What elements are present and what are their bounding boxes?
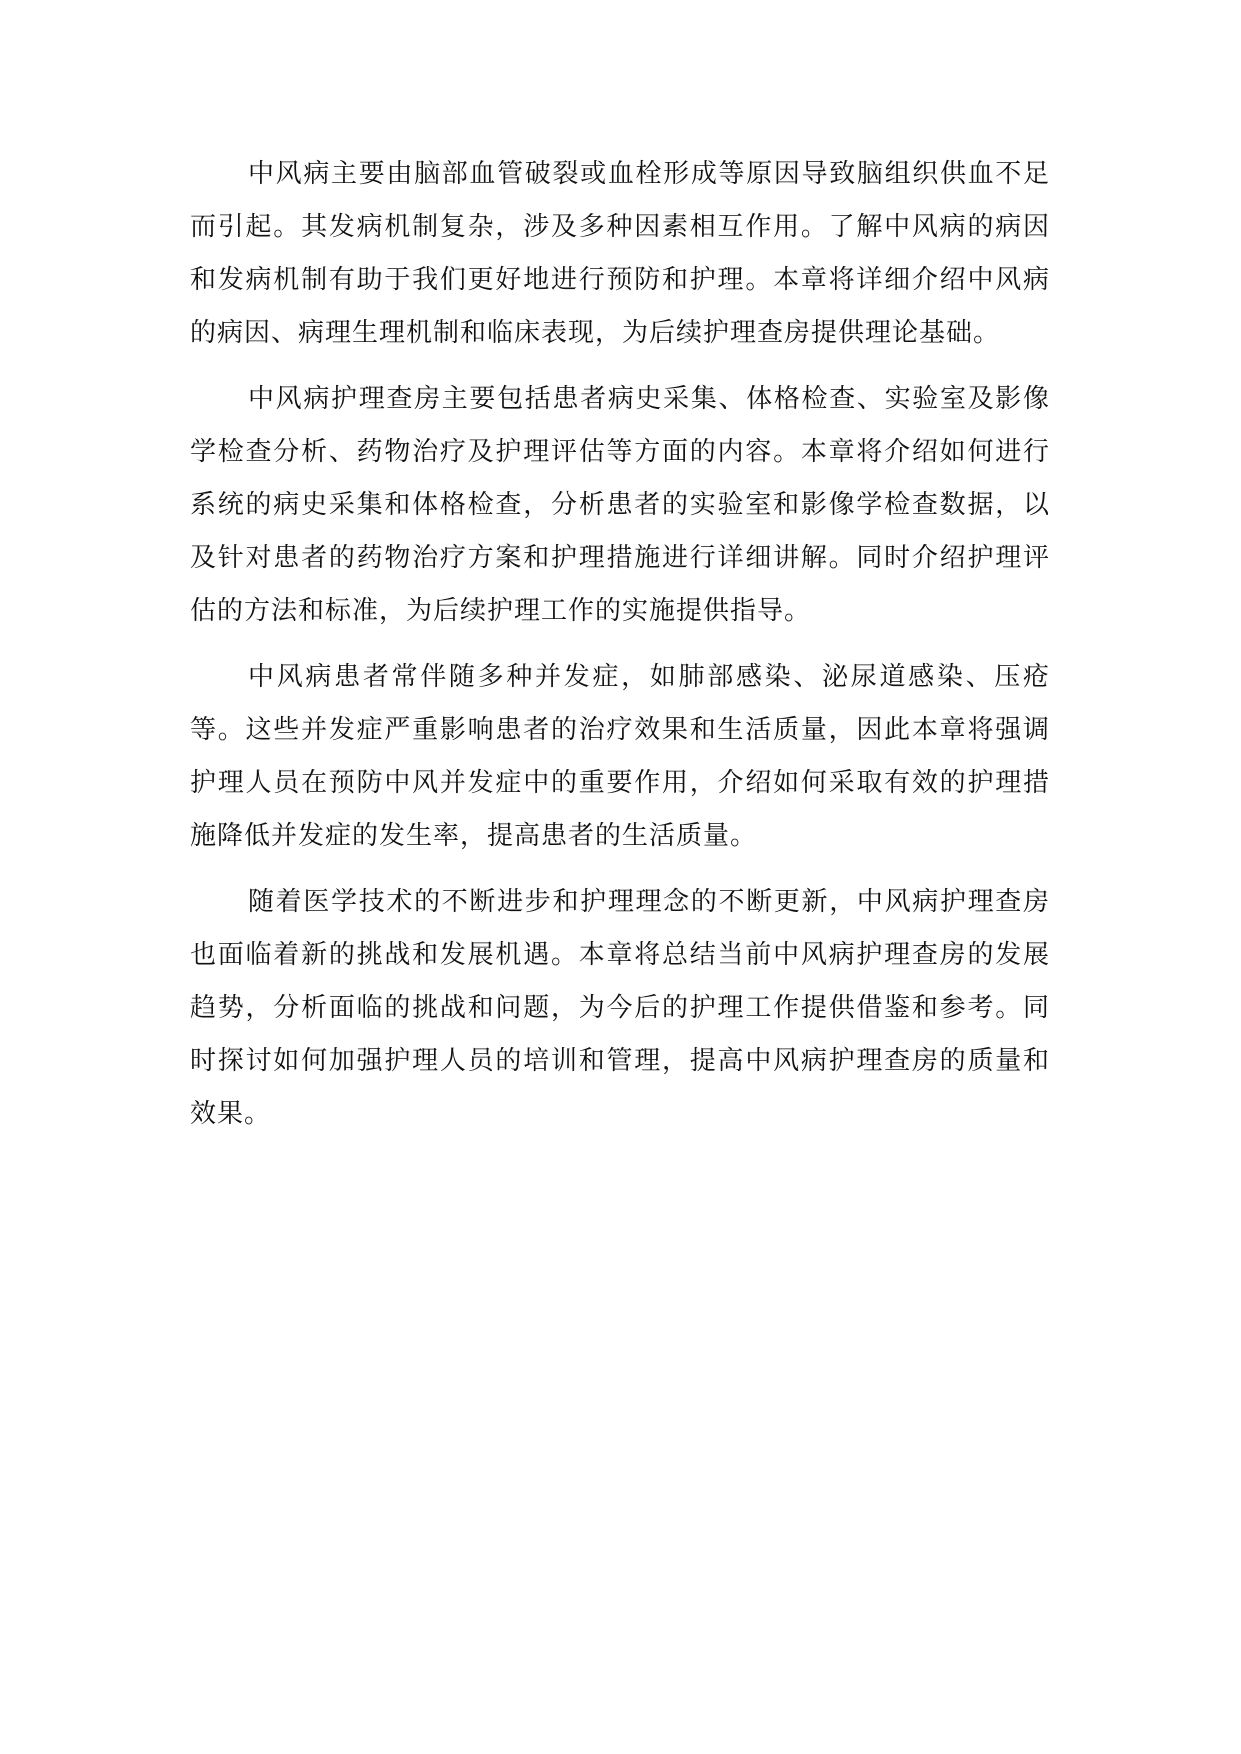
paragraph-etiology: 中风病主要由脑部血管破裂或血栓形成等原因导致脑组织供血不足而引起。其发病机制复杂，涉及多种因素相互作用。了解中风病的病因和发病机制有助于我们更好地进行预防和护理。本章将详细介绍中风病的病因、病理生理机制和临床表现，为后续护理查房提供理论基础。 bbox=[190, 159, 1050, 348]
paragraph-complications: 中风病患者常伴随多种并发症，如肺部感染、泌尿道感染、压疮等。这些并发症严重影响患者的治疗效果和生活质量，因此本章将强调护理人员在预防中风并发症中的重要作用，介绍如何采取有效的护理措施降低并发症的发生率，提高患者的生活质量。 bbox=[190, 662, 1050, 851]
body-text bbox=[190, 148, 1050, 1154]
paragraph-development-trends: 随着医学技术的不断进步和护理理念的不断更新，中风病护理查房也面临着新的挑战和发展机遇。本章将总结当前中风病护理查房的发展趋势，分析面临的挑战和问题，为今后的护理工作提供借鉴和参考。同时探讨如何加强护理人员的培训和管理，提高中风病护理查房的质量和效果。 bbox=[190, 887, 1050, 1129]
paragraph-ward-round-content: 中风病护理查房主要包括患者病史采集、体格检查、实验室及影像学检查分析、药物治疗及护理评估等方面的内容。本章将介绍如何进行系统的病史采集和体格检查，分析患者的实验室和影像学检查数据，以及针对患者的药物治疗方案和护理措施进行详细讲解。同时介绍护理评估的方法和标准，为后续护理工作的实施提供指导。 bbox=[190, 384, 1050, 626]
